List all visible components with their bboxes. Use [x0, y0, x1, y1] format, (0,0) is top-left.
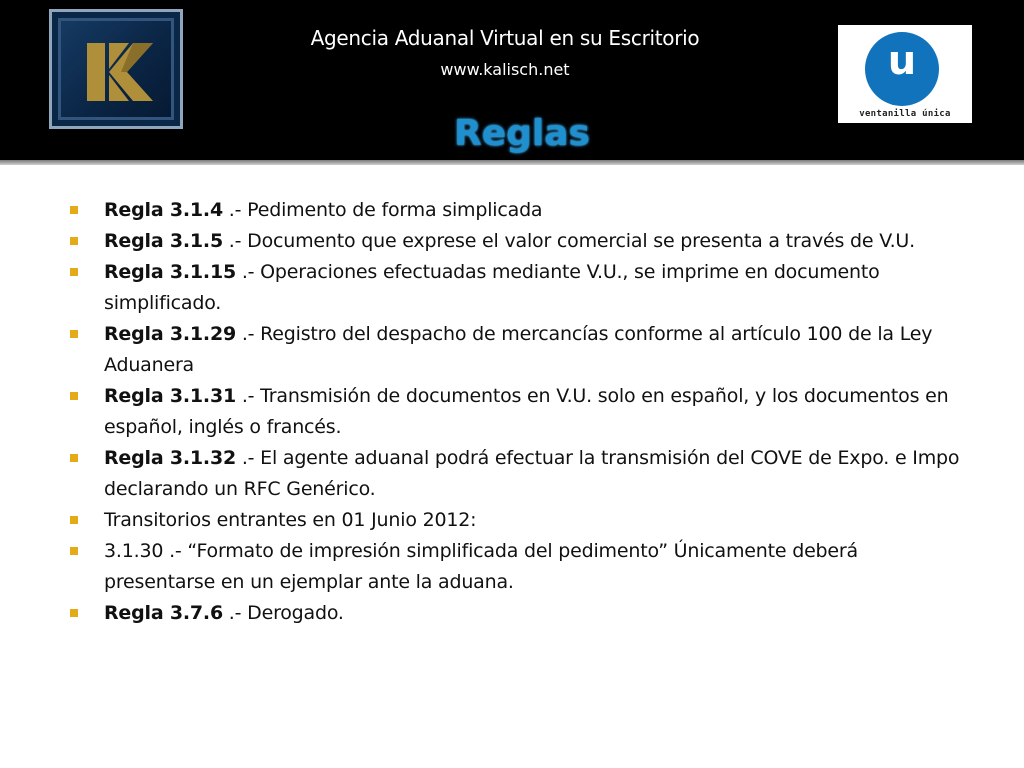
rule-text: .- El agente aduanal podrá efectuar la transmisión del COVE de Expo. e Impo declarando un RFC Genérico. [104, 447, 960, 500]
kalisch-logo-panel [58, 18, 174, 120]
square-bullet-icon [70, 609, 78, 617]
rule-item [68, 505, 968, 536]
square-bullet-icon [70, 547, 78, 555]
rule-text: .- Registro del despacho de mercancías conforme al artículo 100 de la Ley Aduanera [104, 323, 933, 376]
rule-label: Regla 3.1.5 [104, 230, 223, 252]
square-bullet-icon [70, 454, 78, 462]
rule-text: .- Pedimento de forma simplicada [222, 199, 543, 221]
square-bullet-icon [70, 516, 78, 524]
square-bullet-icon [70, 206, 78, 214]
rule-text: 3.1.30 .- “Formato de impresión simplificada del pedimento” Únicamente deberá presentarse en un ejemplar ante la aduana. [104, 540, 858, 593]
rule-item [68, 598, 968, 629]
rule-text: .- Transmisión de documentos en V.U. solo en español, y los documentos en español, inglés o francés. [104, 385, 949, 438]
kalisch-k-logo-icon [85, 41, 155, 103]
ventanilla-caption: ventanilla única [859, 109, 951, 119]
square-bullet-icon [70, 330, 78, 338]
rule-text: .- Derogado. [222, 602, 344, 624]
rule-text: .- Operaciones efectuadas mediante V.U., se imprime en documento simplificado. [104, 261, 880, 314]
page-heading: Reglas [454, 113, 590, 154]
website-url: www.kalisch.net [440, 60, 570, 79]
square-bullet-icon [70, 237, 78, 245]
ventanilla-u-letter: u [887, 38, 917, 84]
header-divider [0, 160, 1024, 165]
rule-label: Regla 3.1.4 [104, 199, 223, 221]
slide-header [0, 0, 1024, 160]
rule-text: .- Documento que exprese el valor comercial se presenta a través de V.U. [222, 230, 915, 252]
square-bullet-icon [70, 392, 78, 400]
rule-item [68, 195, 968, 226]
rules-list [68, 195, 968, 629]
ventanilla-u-icon [865, 32, 939, 106]
rule-item [68, 443, 968, 505]
rule-text: Transitorios entrantes en 01 Junio 2012: [104, 509, 477, 531]
slide-title: Agencia Aduanal Virtual en su Escritorio [310, 26, 700, 50]
rule-label: Regla 3.1.31 [104, 385, 236, 407]
rule-item [68, 319, 968, 381]
rule-label: Regla 3.1.29 [104, 323, 236, 345]
rule-item [68, 536, 968, 598]
rule-item [68, 226, 968, 257]
square-bullet-icon [70, 268, 78, 276]
rule-label: Regla 3.1.32 [104, 447, 236, 469]
rule-label: Regla 3.1.15 [104, 261, 236, 283]
kalisch-logo [49, 9, 183, 129]
rule-item [68, 381, 968, 443]
rule-label: Regla 3.7.6 [104, 602, 223, 624]
ventanilla-unica-logo [838, 25, 972, 123]
rule-item [68, 257, 968, 319]
